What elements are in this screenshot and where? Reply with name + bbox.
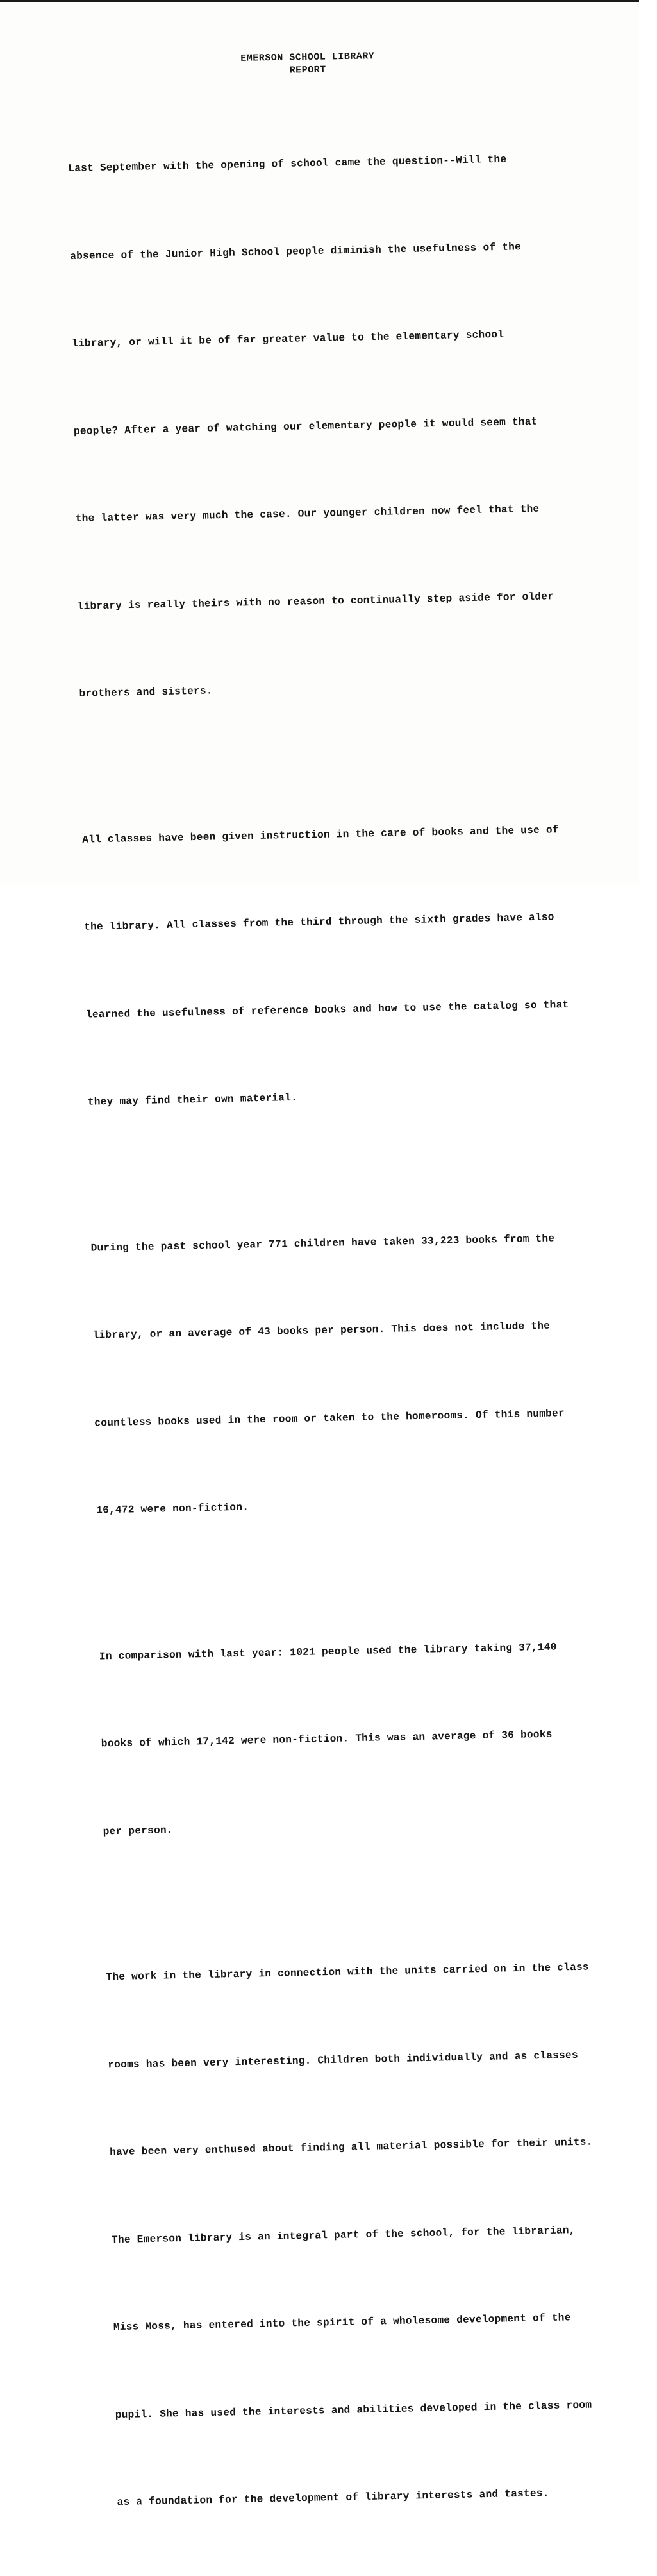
report-body (67, 85, 657, 2575)
text-line: Miss Moss, has entered into the spirit of a wholesome development of the (113, 2312, 571, 2334)
text-line: have been very enthused about finding all material possible for their units. (109, 2136, 593, 2159)
text-line: 16,472 were non-fiction. (96, 1501, 249, 1517)
text-line: the latter was very much the case. Our younger children now feel that the (75, 503, 540, 525)
text-line: per person. (103, 1824, 173, 1837)
text-line: countless books used in the room or taken to the homerooms. Of this number (94, 1407, 565, 1429)
text-line: people? After a year of watching our elementary people it would seem that (73, 416, 538, 437)
text-line: library, or an average of 43 books per person. This does not include the (92, 1320, 551, 1342)
title-line-1: EMERSON SCHOOL LIBRARY (240, 51, 375, 64)
text-line: the library. All classes from the third through the sixth grades have also (83, 911, 554, 933)
document-title (212, 49, 404, 78)
paragraph-2 (81, 756, 628, 1175)
text-line: library, or will it be of far greater value to the elementary school (71, 328, 504, 349)
text-line: The work in the library in connection with the units carried on in the class (106, 1961, 589, 1983)
text-line: The Emerson library is an integral part of the school, for the librarian, (111, 2224, 576, 2246)
text-line: as a foundation for the development of library interests and tastes. (117, 2488, 549, 2509)
text-line: absence of the Junior High School people diminish the usefulness of the (70, 240, 522, 262)
text-line: brothers and sisters. (79, 685, 213, 700)
top-border-line (0, 0, 639, 2)
text-line: learned the usefulness of reference books and how to use the catalog so that (85, 998, 569, 1021)
text-line: Last September with the opening of school came the question--Will the (68, 153, 507, 174)
text-line: pupil. She has used the interests and abilities developed in the class room (115, 2399, 592, 2421)
title-line-2: REPORT (289, 64, 326, 76)
text-line: rooms has been very interesting. Children both individually and as classes (108, 2049, 578, 2071)
text-line: All classes have been given instruction in the care of books and the use of (82, 823, 559, 846)
paragraph-3 (89, 1165, 636, 1584)
text-line: they may find their own material. (87, 1091, 298, 1108)
paragraph-1 (67, 85, 619, 767)
paragraph-5 (104, 1894, 657, 2576)
text-line: During the past school year 771 children have taken 33,223 books from the (90, 1232, 555, 1254)
text-line: books of which 17,142 were non-fiction. This was an average of 36 books (101, 1728, 553, 1750)
text-line: library is really theirs with no reason to continually step aside for older (77, 590, 554, 612)
text-line: In comparison with last year: 1021 people used the library taking 37,140 (99, 1641, 557, 1662)
paragraph-4 (98, 1572, 643, 1905)
